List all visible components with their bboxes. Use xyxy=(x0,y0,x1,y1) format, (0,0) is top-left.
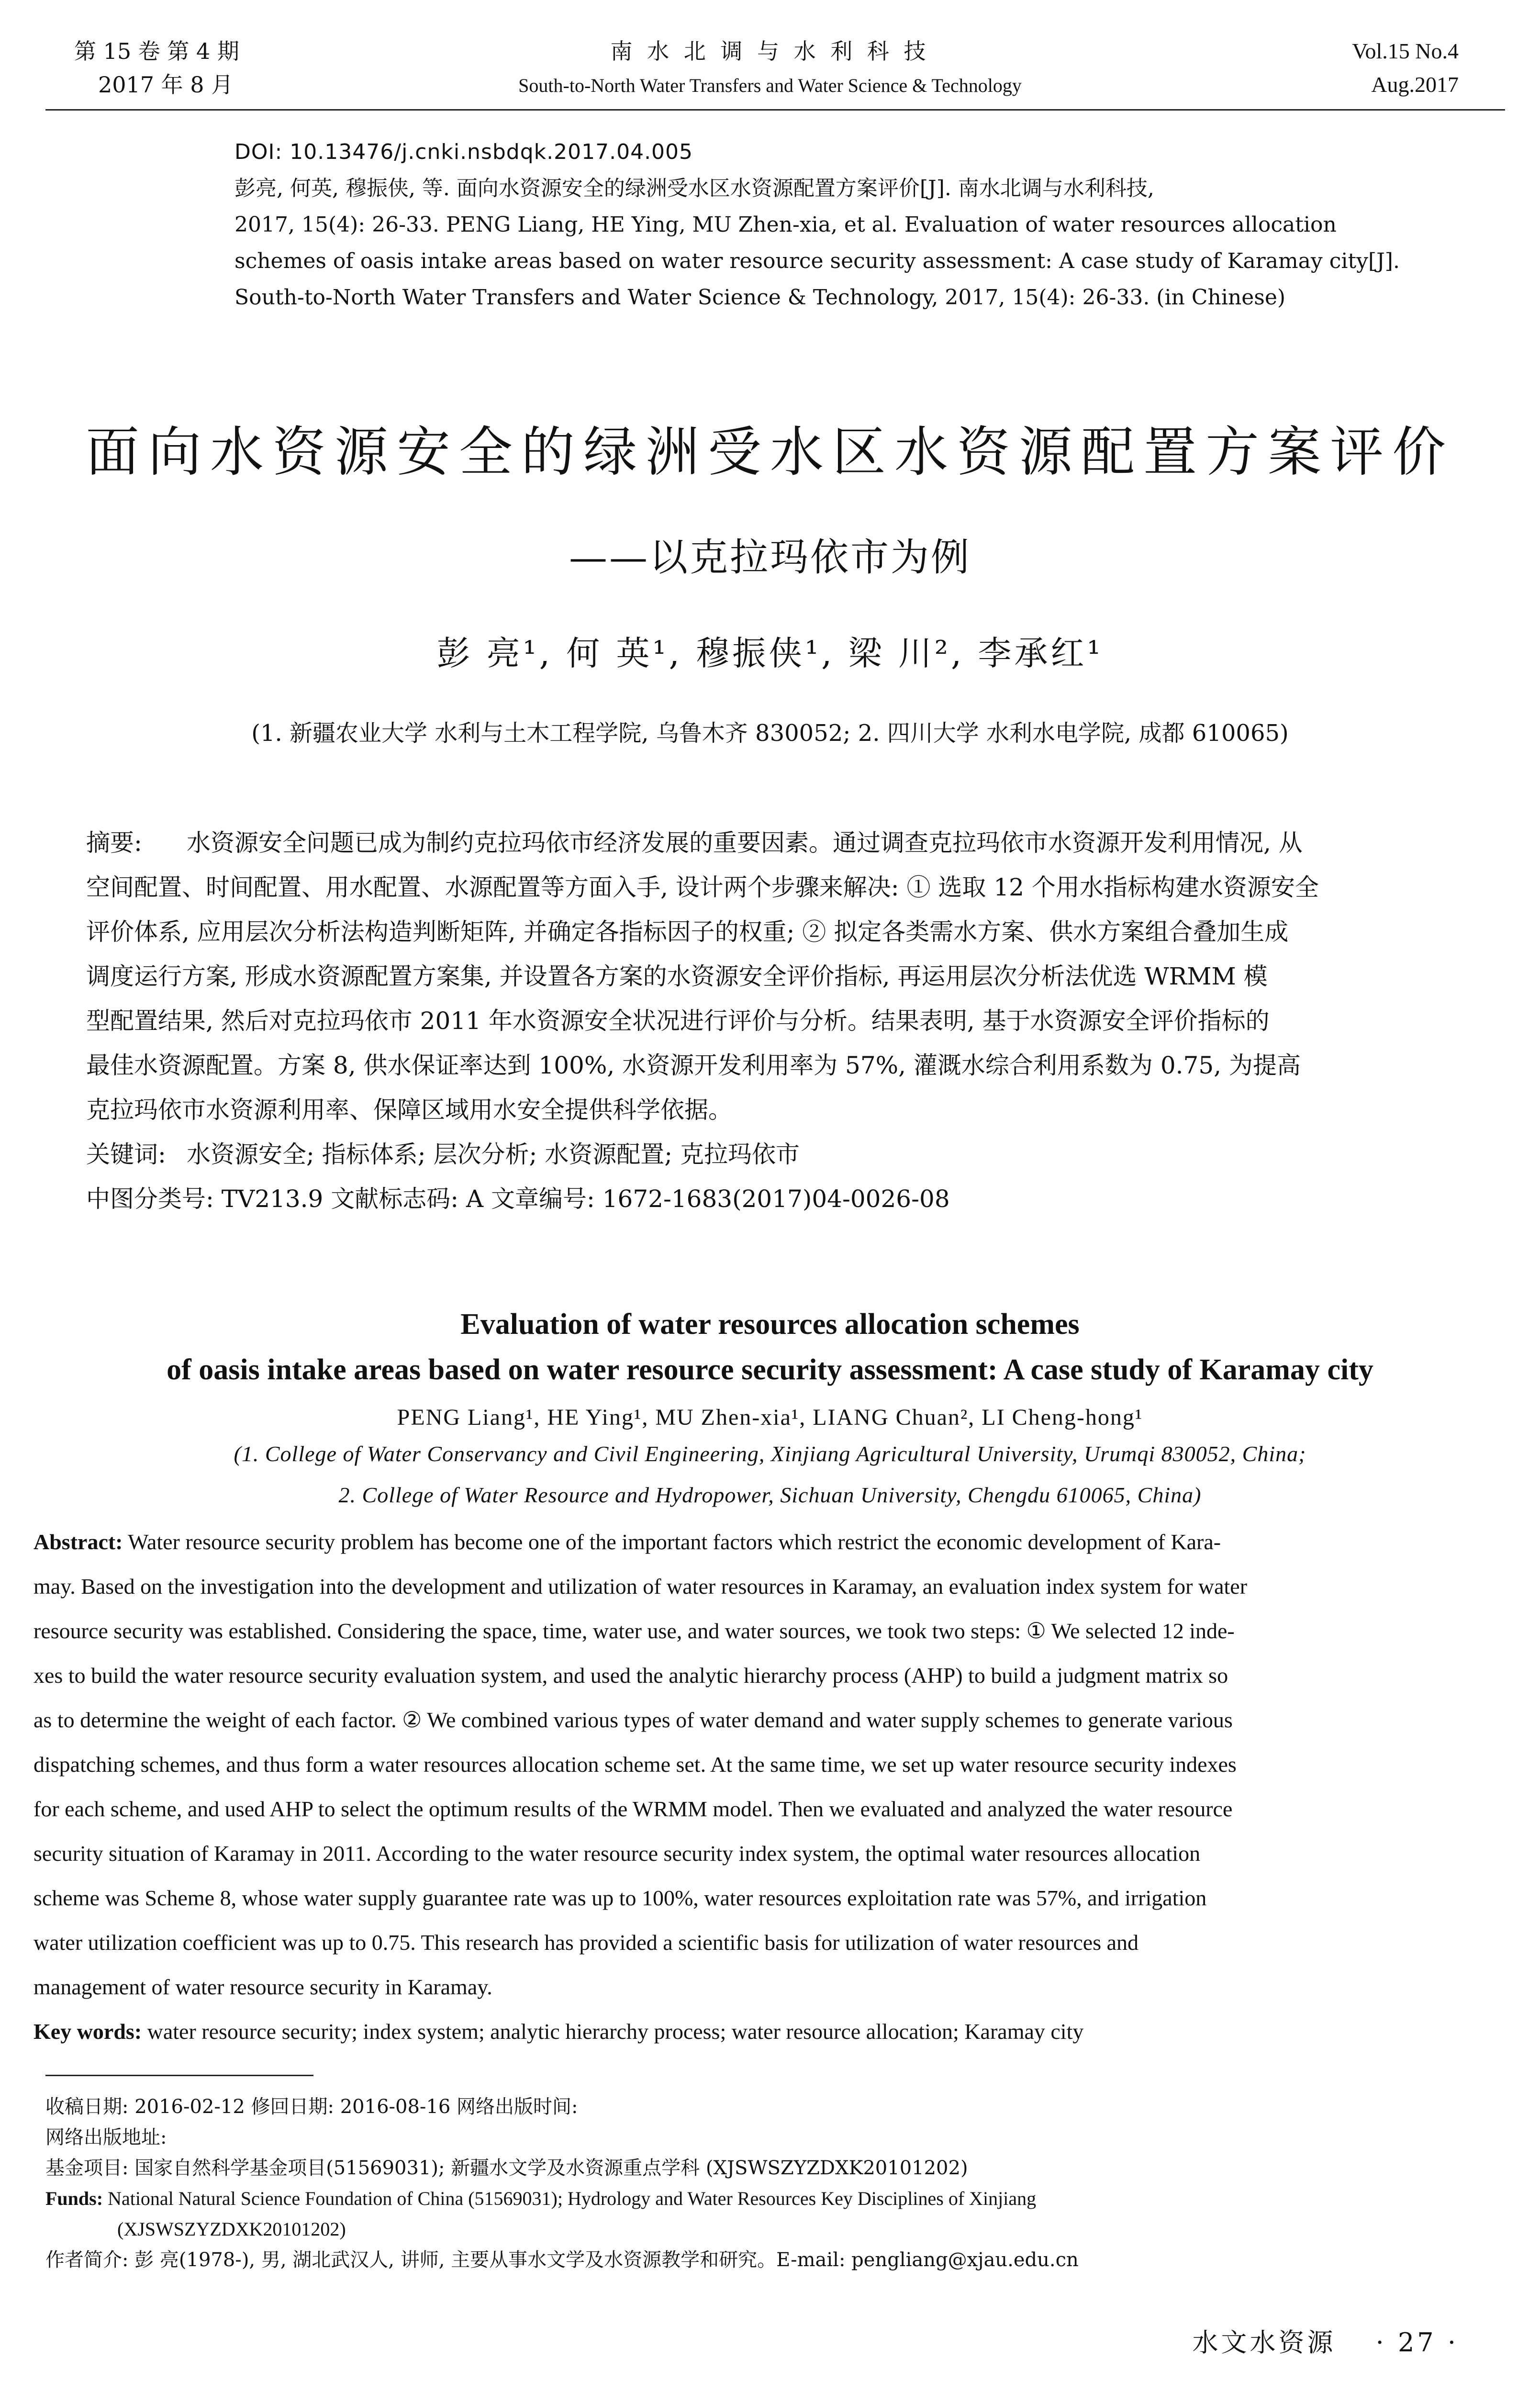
title-en-line: of oasis intake areas based on water resource security assessment: A case study of Karamay city xyxy=(167,1353,1373,1386)
header-vol-issue-en: Vol.15 No.4 xyxy=(1352,39,1459,63)
abstract-en-text: resource security was established. Considering the space, time, water use, and water sources, we took two steps: ① We selected 12 inde- xyxy=(33,1619,1235,1643)
abstract-en-text: security situation of Karamay in 2011. According to the water resource security index system, the optimal water resources allocation xyxy=(33,1841,1201,1866)
abstract-en-text: as to determine the weight of each factor. ② We combined various types of water demand and water supply schemes to generate various xyxy=(33,1708,1233,1732)
abstract-en-text: Water resource security problem has become one of the important factors which restrict the economic development of Kara- xyxy=(128,1530,1221,1554)
abstract-en-text: dispatching schemes, and thus form a water resources allocation scheme set. At the same time, we set up water resource security indexes xyxy=(33,1752,1237,1777)
abstract-en-text: scheme was Scheme 8, whose water supply guarantee rate was up to 100%, water resources exploitation rate was 57%, and irrigation xyxy=(33,1886,1207,1910)
abstract-en-text: for each scheme, and used AHP to select the optimum results of the WRMM model. Then we evaluated and analyzed the water resource xyxy=(33,1797,1233,1821)
fund-cn: 基金项目: 国家自然科学基金项目(51569031); 新疆水文学及水资源重点学科 (XJSWSZYZDXK20101202) xyxy=(45,2157,968,2179)
header-date-cn: 2017 年 8 月 xyxy=(98,72,234,98)
subtitle-cn: ——以克拉玛依市为例 xyxy=(569,535,971,580)
abstract-en-text: xes to build the water resource security evaluation system, and used the analytic hierarchy process (AHP) to build a judgment matrix so xyxy=(33,1663,1228,1688)
funds-en: National Natural Science Foundation of China (51569031); Hydrology and Water Resources Key Disciplines of Xinjiang xyxy=(108,2188,1037,2209)
affiliation-cn: (1. 新疆农业大学 水利与土木工程学院, 乌鲁木齐 830052; 2. 四川大学 水利水电学院, 成都 610065) xyxy=(251,720,1289,747)
doi: DOI: 10.13476/j.cnki.nsbdqk.2017.04.005 xyxy=(234,140,693,164)
title-en-line: Evaluation of water resources allocation schemes xyxy=(460,1308,1080,1341)
funds-en: (XJSWSZYZDXK20101202) xyxy=(117,2218,346,2240)
citation-line: 2017, 15(4): 26-33. PENG Liang, HE Ying, MU Zhen-xia, et al. Evaluation of water resources allocation xyxy=(234,212,1337,237)
abstract-cn xyxy=(86,821,1455,1221)
abstract-en-text: may. Based on the investigation into the development and utilization of water resources in Karamay, an evaluation index system for water xyxy=(33,1574,1248,1599)
online-address: 网络出版地址: xyxy=(45,2126,167,2148)
author-bio: 作者简介: 彭 亮(1978-), 男, 湖北武汉人, 讲师, 主要从事水文学及水资源教学和研究。E-mail: pengliang@xjau.edu.cn xyxy=(45,2249,1079,2271)
title-en xyxy=(0,1302,1540,1393)
header-journal-cn: 南 水 北 调 与 水 利 科 技 xyxy=(610,38,930,64)
header-vol-issue-cn: 第 15 卷 第 4 期 xyxy=(74,38,239,64)
title-cn: 面向水资源安全的绿洲受水区水资源配置方案评价 xyxy=(86,421,1454,483)
abstract-cn-text: 空间配置、时间配置、用水配置、水源配置等方面入手, 设计两个步骤来解决: ① 选取 12 个用水指标构建水资源安全 xyxy=(86,873,1319,901)
affiliation-en xyxy=(0,1433,1540,1516)
affiliation-en-line: 2. College of Water Resource and Hydropower, Sichuan University, Chengdu 610065, China) xyxy=(338,1483,1202,1507)
citation-line: South-to-North Water Transfers and Water Science & Technology, 2017, 15(4): 26-33. (in Chinese) xyxy=(234,285,1286,310)
header-rule xyxy=(45,109,1505,111)
affiliation-en-line: (1. College of Water Conservancy and Civil Engineering, Xinjiang Agricultural University, Urumqi 830052, China; xyxy=(234,1442,1306,1466)
keywords-cn-label: 关键词: xyxy=(86,1141,166,1168)
page-number: · 27 · xyxy=(1375,2327,1459,2358)
keywords-en: water resource security; index system; analytic hierarchy process; water resource allocation; Karamay city xyxy=(147,2019,1084,2044)
abstract-cn-text: 调度运行方案, 形成水资源配置方案集, 并设置各方案的水资源安全评价指标, 再运用层次分析法优选 WRMM 模 xyxy=(86,962,1268,990)
page-footer xyxy=(1192,2326,1459,2359)
abstract-cn-text: 最佳水资源配置。方案 8, 供水保证率达到 100%, 水资源开发利用率为 57%, 灌溉水综合利用系数为 0.75, 为提高 xyxy=(86,1051,1301,1079)
received-date: 收稿日期: 2016-02-12 修回日期: 2016-08-16 网络出版时间: xyxy=(45,2096,578,2118)
abstract-en-text: management of water resource security in Karamay. xyxy=(33,1975,492,1999)
header-journal-en: South-to-North Water Transfers and Water Science & Technology xyxy=(518,75,1022,96)
abstract-cn-text: 型配置结果, 然后对克拉玛依市 2011 年水资源安全状况进行评价与分析。结果表明, 基于水资源安全评价指标的 xyxy=(86,1007,1270,1035)
keywords-cn: 水资源安全; 指标体系; 层次分析; 水资源配置; 克拉玛依市 xyxy=(187,1141,800,1168)
footer-section: 水文水资源 xyxy=(1192,2327,1336,2358)
abstract-cn-label: 摘要: xyxy=(86,829,142,857)
footnotes xyxy=(45,2091,1505,2275)
header-date-en: Aug.2017 xyxy=(1371,72,1459,97)
abstract-cn-text: 克拉玛依市水资源利用率、保障区域用水安全提供科学依据。 xyxy=(86,1096,732,1124)
abstract-en-label: Abstract: xyxy=(33,1530,123,1554)
citation-line: schemes of oasis intake areas based on water resource security assessment: A case study of Karamay city[J]. xyxy=(234,249,1400,273)
abstract-cn-text: 评价体系, 应用层次分析法构造判断矩阵, 并确定各指标因子的权重; ② 拟定各类需水方案、供水方案组合叠加生成 xyxy=(86,918,1289,946)
abstract-cn-text: 水资源安全问题已成为制约克拉玛依市经济发展的重要因素。通过调查克拉玛依市水资源开发利用情况, 从 xyxy=(187,829,1303,857)
authors-en: PENG Liang¹, HE Ying¹, MU Zhen-xia¹, LIANG Chuan², LI Cheng-hong¹ xyxy=(397,1405,1143,1430)
keywords-en-label: Key words: xyxy=(33,2019,142,2044)
authors-cn: 彭 亮¹, 何 英¹, 穆振侠¹, 梁 川², 李承红¹ xyxy=(436,634,1104,673)
classification-line: 中图分类号: TV213.9 文献标志码: A 文章编号: 1672-1683(2017)04-0026-08 xyxy=(86,1185,950,1213)
funds-label: Funds: xyxy=(45,2188,103,2209)
citation-line: 彭亮, 何英, 穆振侠, 等. 面向水资源安全的绿洲受水区水资源配置方案评价[J]. 南水北调与水利科技, xyxy=(234,176,1154,201)
footnote-rule xyxy=(45,2075,313,2076)
abstract-en xyxy=(33,1520,1507,2054)
citation-block xyxy=(234,134,1479,316)
abstract-en-text: water utilization coefficient was up to 0.75. This research has provided a scientific basis for utilization of water resources and xyxy=(33,1930,1139,1955)
